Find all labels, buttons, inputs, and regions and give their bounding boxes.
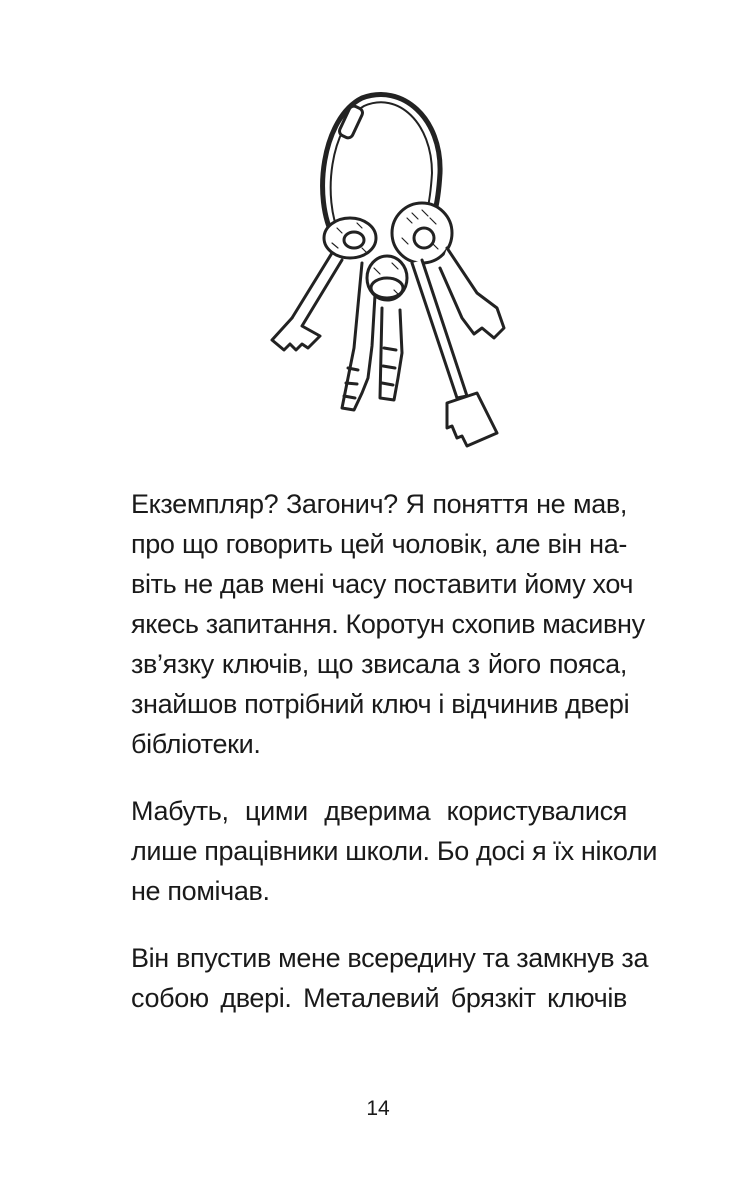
body-text <box>131 484 658 1045</box>
text-line: не помічав. <box>131 876 270 906</box>
page-number: 14 <box>366 1097 390 1120</box>
text-line: бібліотеки. <box>131 729 261 759</box>
text-line: Він впустив мене всередину та замкнув за <box>131 943 649 973</box>
paragraph-1 <box>131 484 645 764</box>
text-line: віть не дав мені часу поставити йому хоч <box>131 569 634 599</box>
keys-icon <box>262 78 512 450</box>
text-line: лише працівники школи. Бо досі я їх ніколи <box>131 836 658 866</box>
paragraph-2 <box>131 791 658 911</box>
text-line: знайшов потрібний ключ і відчинив двері <box>131 689 630 719</box>
text-line: Екземпляр? Загонич? Я поняття не мав, <box>131 489 627 519</box>
text-line: про що говорить цей чоловік, але він на- <box>131 529 627 559</box>
text-line: собою двері. Металевий брязкіт ключів <box>131 983 627 1013</box>
text-line: зв’язку ключів, що звисала з його пояса, <box>131 649 627 679</box>
paragraph-3 <box>131 938 649 1018</box>
text-line: якесь запитання. Коротун схопив масивну <box>131 609 645 639</box>
text-line: Мабуть, цими дверима користувалися <box>131 796 627 826</box>
